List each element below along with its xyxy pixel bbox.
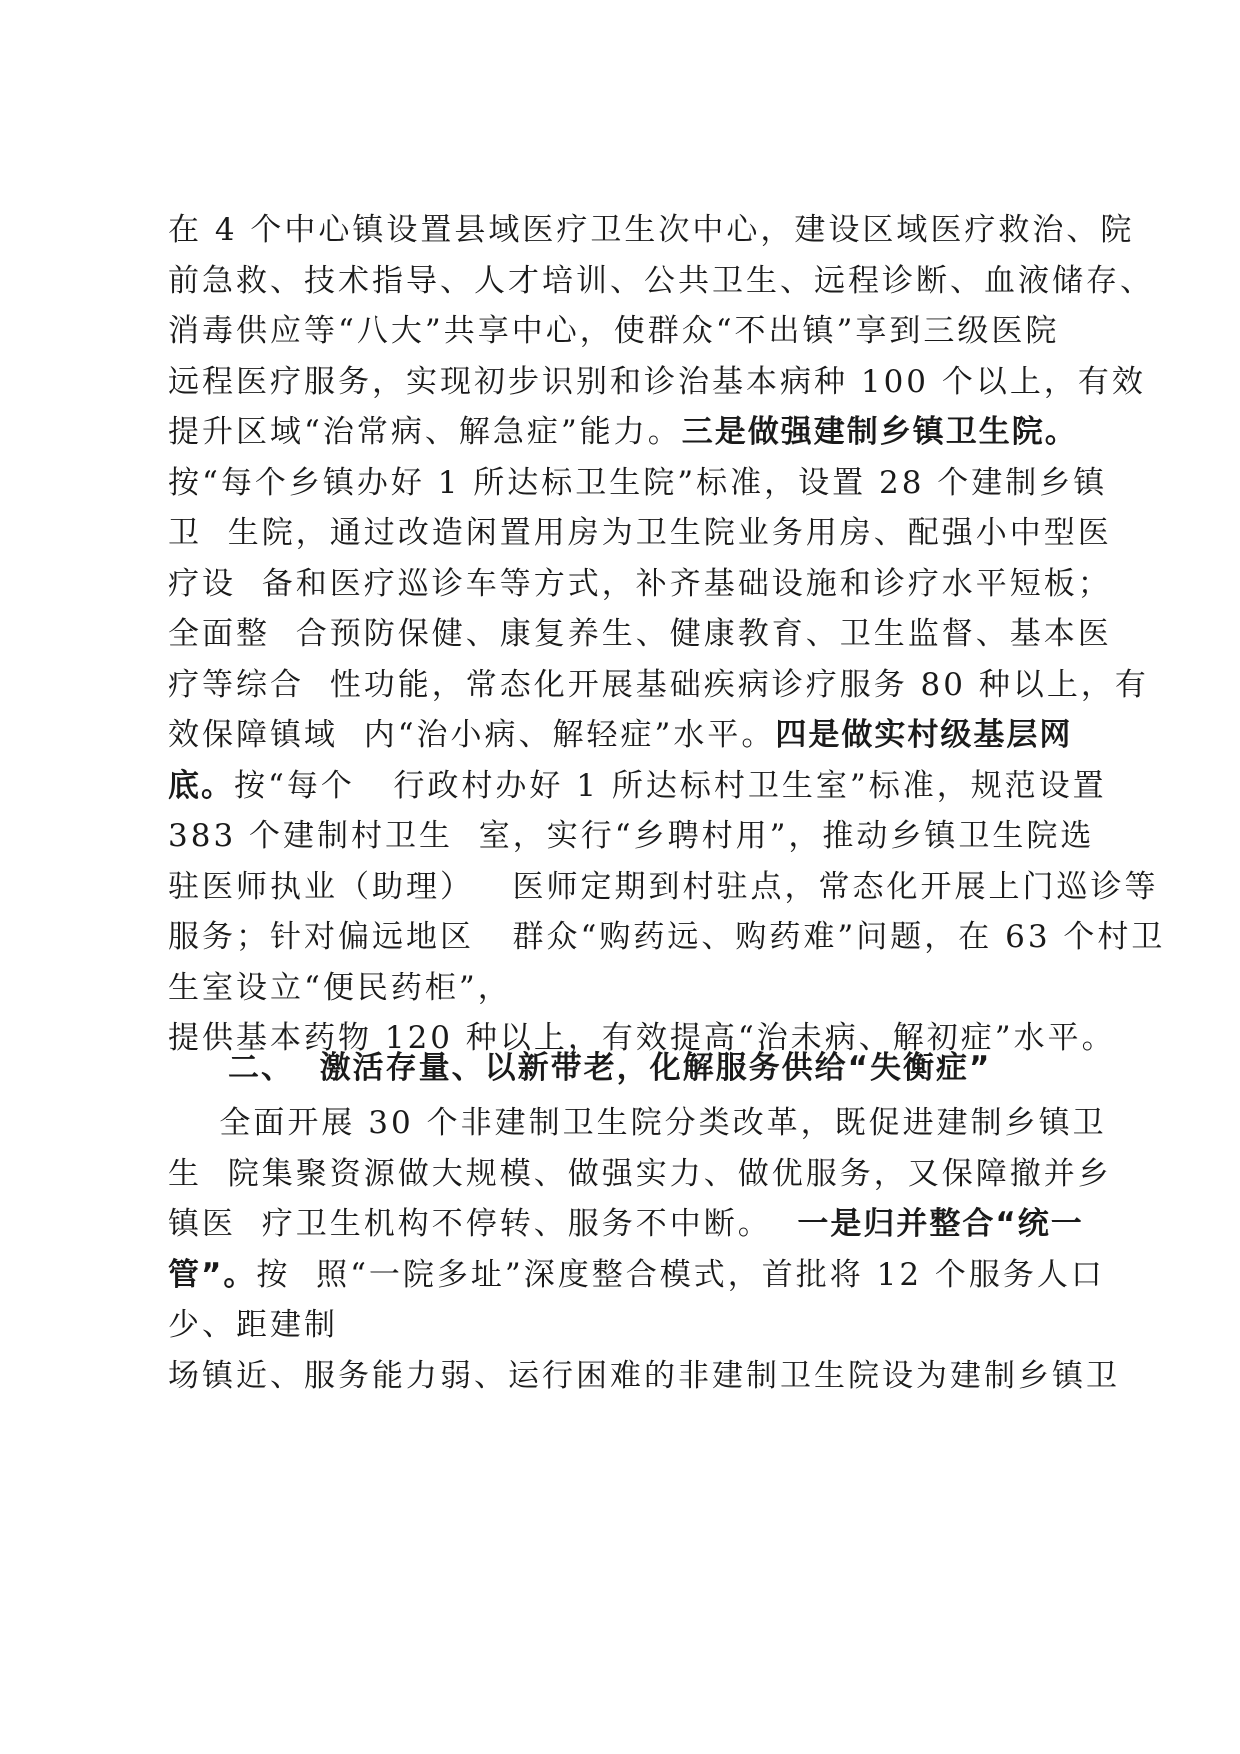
section-heading: 二、 激活存量、以新带老，化解服务供给“失衡症” bbox=[228, 1050, 992, 1086]
bold-phrase: 管”。 bbox=[168, 1256, 257, 1293]
bold-phrase: 四是做实村级基层网 bbox=[775, 717, 1073, 753]
text-line bbox=[168, 1255, 1105, 1295]
text-segment: 服务；针对偏远地区 群众“购药远、购药难”问题，在 63 个村卫 bbox=[168, 919, 1166, 955]
text-line bbox=[168, 917, 1165, 957]
text-line bbox=[168, 564, 1112, 604]
text-line bbox=[168, 867, 1159, 907]
text-segment: 全面整 合预防保健、康复养生、健康教育、卫生监督、基本医 bbox=[168, 616, 1112, 652]
text-segment: 前急救、技术指导、人才培训、公共卫生、远程诊断、血液储存、 bbox=[168, 262, 1154, 299]
text-line bbox=[168, 816, 1094, 856]
text-segment: 按 照“一院多址”深度整合模式，首批将 12 个服务人口 bbox=[256, 1256, 1105, 1293]
text-line bbox=[168, 614, 1112, 654]
text-line bbox=[168, 1154, 1112, 1194]
text-segment: 镇医 疗卫生机构不停转、服务不中断。 bbox=[168, 1206, 798, 1242]
text-line bbox=[168, 311, 1059, 351]
text-segment: 生室设立“便民药柜”， bbox=[168, 969, 512, 1006]
text-segment: 按“每个乡镇办好 1 所达标卫生院”标准，设置 28 个建制乡镇 bbox=[168, 464, 1108, 501]
text-line bbox=[168, 968, 512, 1008]
bold-phrase: 底。 bbox=[168, 767, 234, 804]
text-segment: 远程医疗服务，实现初步识别和诊治基本病种 100 个以上，有效 bbox=[168, 363, 1146, 400]
text-segment: 提供基本药物 120 种以上，有效提高“治未病、解初症”水平。 bbox=[168, 1020, 1116, 1056]
text-line bbox=[168, 1305, 338, 1345]
text-segment: 提升区域“治常病、解急症”能力。 bbox=[168, 414, 682, 450]
text-segment: 生 院集聚资源做大规模、做强实力、做优服务，又保障撤并乡 bbox=[168, 1155, 1112, 1192]
text-segment: 消毒供应等“八大”共享中心，使群众“不出镇”享到三级医院 bbox=[168, 313, 1060, 349]
text-segment: 少、距建制 bbox=[168, 1307, 338, 1343]
text-line bbox=[168, 715, 1072, 755]
text-segment: 在 4 个中心镇设置县域医疗卫生次中心，建设区域医疗救治、院 bbox=[168, 212, 1135, 248]
text-line bbox=[168, 1103, 1107, 1143]
text-line bbox=[168, 463, 1107, 503]
text-segment: 效保障镇域 内“治小病、解轻症”水平。 bbox=[168, 717, 776, 753]
bold-phrase: 一是归并整合“统一 bbox=[797, 1206, 1084, 1242]
text-line bbox=[168, 261, 1154, 301]
text-segment: 驻医师执业（助理） 医师定期到村驻点，常态化开展上门巡诊等 bbox=[168, 868, 1159, 905]
text-line bbox=[168, 1204, 1084, 1244]
text-line bbox=[168, 210, 1134, 250]
text-line bbox=[168, 362, 1146, 402]
text-line bbox=[168, 766, 1107, 806]
text-line bbox=[168, 1356, 1120, 1396]
bold-phrase: 三是做强建制乡镇卫生院。 bbox=[681, 414, 1078, 450]
text-segment: 疗设 备和医疗巡诊车等方式，补齐基础设施和诊疗水平短板； bbox=[168, 565, 1112, 602]
text-segment: 383 个建制村卫生 室，实行“乡聘村用”，推动乡镇卫生院选 bbox=[168, 818, 1095, 854]
text-segment: 场镇近、服务能力弱、运行困难的非建制卫生院设为建制乡镇卫 bbox=[168, 1357, 1120, 1394]
text-segment: 全面开展 30 个非建制卫生院分类改革，既促进建制乡镇卫 bbox=[168, 1105, 1107, 1141]
text-line bbox=[168, 412, 1078, 452]
text-segment: 卫 生院，通过改造闲置用房为卫生院业务用房、配强小中型医 bbox=[168, 515, 1112, 551]
text-line bbox=[168, 513, 1112, 553]
text-segment: 疗等综合 性功能，常态化开展基础疾病诊疗服务 80 种以上，有 bbox=[168, 666, 1149, 703]
text-line bbox=[168, 665, 1149, 705]
text-segment: 按“每个 行政村办好 1 所达标村卫生室”标准，规范设置 bbox=[234, 767, 1107, 804]
